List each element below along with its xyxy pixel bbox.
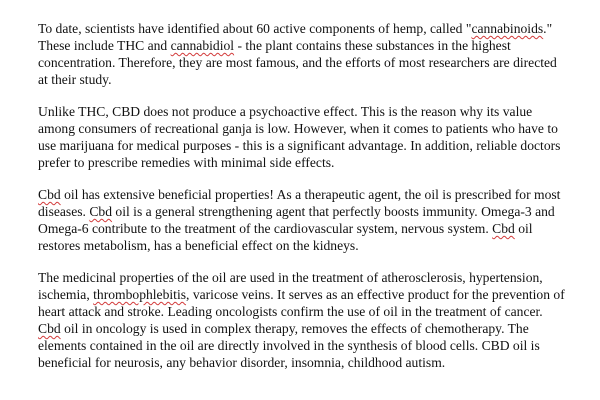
text-line	[38, 337, 570, 354]
text-line	[38, 71, 570, 88]
text-line	[38, 220, 570, 237]
text-segment: , varicose veins. It serves as an effective product for the prevention of	[186, 287, 565, 302]
text-segment: diseases.	[38, 204, 90, 219]
text-line	[38, 54, 570, 71]
text-segment: Unlike THC, CBD does not produce a psychoactive effect. This is the reason why its value	[38, 104, 533, 119]
paragraph-4	[38, 269, 570, 371]
spellcheck-flagged-word: Cbd	[38, 321, 61, 336]
text-line	[38, 203, 570, 220]
text-segment: concentration. Therefore, they are most famous, and the efforts of most researchers are directed	[38, 55, 557, 70]
text-line	[38, 137, 570, 154]
spellcheck-flagged-word: Cbd	[89, 204, 113, 219]
spellcheck-flagged-word: Cbd	[38, 187, 61, 202]
text-segment: To date, scientists have identified about 60 active components of hemp, called "	[38, 21, 472, 36]
document-body	[38, 20, 570, 371]
text-line	[38, 320, 570, 337]
text-line	[38, 303, 570, 320]
text-segment: restores metabolism, has a beneficial effect on the kidneys.	[38, 238, 359, 253]
text-segment: beneficial for neurosis, any behavior disorder, insomnia, childhood autism.	[38, 355, 446, 370]
text-line	[38, 37, 570, 54]
text-line	[38, 103, 570, 120]
text-segment: at their study.	[38, 72, 112, 87]
text-line	[38, 269, 570, 286]
text-segment: oil is a general strengthening agent that perfectly boosts immunity. Omega-3 and	[112, 204, 555, 219]
text-segment: ."	[543, 21, 553, 36]
text-segment: The medicinal properties of the oil are used in the treatment of atherosclerosis, hypertension,	[38, 270, 543, 285]
text-line	[38, 354, 570, 371]
paragraph-2	[38, 103, 570, 171]
text-segment: among consumers of recreational ganja is low. However, when it comes to patients who have to	[38, 121, 558, 136]
text-segment: oil	[514, 221, 533, 236]
text-segment: prefer to prescribe remedies with minimal side effects.	[38, 155, 335, 170]
text-line	[38, 120, 570, 137]
text-line	[38, 286, 570, 303]
text-segment: - the plant contains these substances in the highest	[234, 38, 511, 53]
text-line	[38, 20, 570, 37]
spellcheck-flagged-word: Cbd	[492, 221, 515, 236]
text-segment: oil has extensive beneficial properties! As a therapeutic agent, the oil is prescribed for most	[60, 187, 561, 202]
paragraph-1	[38, 20, 570, 88]
spellcheck-flagged-word: thrombophlebitis	[93, 287, 187, 302]
text-segment: ischemia,	[38, 287, 94, 302]
text-segment: elements contained in the oil are directly involved in the synthesis of blood cells. CBD oil is	[38, 338, 540, 353]
text-line	[38, 154, 570, 171]
text-line	[38, 237, 570, 254]
text-segment: oil in oncology is used in complex therapy, removes the effects of chemotherapy. The	[60, 321, 529, 336]
text-segment: use marijuana for medical purposes - this is a significant advantage. In addition, reliable doctors	[38, 138, 561, 153]
spellcheck-flagged-word: cannabinoids	[471, 21, 544, 36]
text-segment: These include THC and	[38, 38, 171, 53]
text-segment: Omega-6 contribute to the treatment of the cardiovascular system, nervous system.	[38, 221, 493, 236]
paragraph-3	[38, 186, 570, 254]
text-line	[38, 186, 570, 203]
spellcheck-flagged-word: cannabidiol	[170, 38, 235, 53]
text-segment: heart attack and stroke. Leading oncologists confirm the use of oil in the treatment of cancer.	[38, 304, 543, 319]
